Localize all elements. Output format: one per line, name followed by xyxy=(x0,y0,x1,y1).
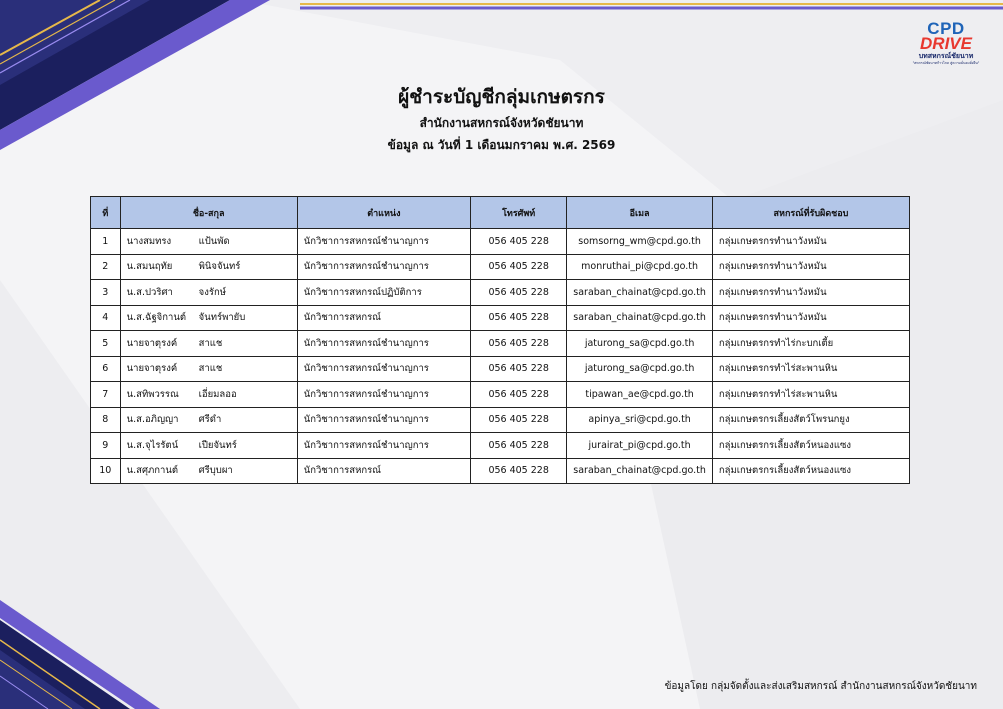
first-name: น.สศุภกานต์ xyxy=(126,465,178,477)
cell-phone: 056 405 228 xyxy=(471,254,567,280)
cell-email: apinya_sri@cpd.go.th xyxy=(567,407,713,433)
cell-position: นักวิชาการสหกรณ์ปฏิบัติการ xyxy=(297,280,470,306)
cell-no: 8 xyxy=(91,407,121,433)
cell-email: jaturong_sa@cpd.go.th xyxy=(567,331,713,357)
cell-no: 6 xyxy=(91,356,121,382)
cell-phone: 056 405 228 xyxy=(471,280,567,306)
table-row xyxy=(91,382,910,408)
header-no: ที่ xyxy=(91,197,121,229)
title-block xyxy=(0,84,1003,155)
cell-name xyxy=(120,229,297,255)
last-name: จันทร์พายับ xyxy=(198,312,246,324)
cell-group: กลุ่มเกษตรกรทำไร่กะบกเตี้ย xyxy=(712,331,909,357)
cell-group: กลุ่มเกษตรกรทำนาวังหมัน xyxy=(712,229,909,255)
table-row xyxy=(91,280,910,306)
cell-phone: 056 405 228 xyxy=(471,407,567,433)
cell-group: กลุ่มเกษตรกรทำไร่สะพานหิน xyxy=(712,356,909,382)
cell-no: 2 xyxy=(91,254,121,280)
last-name: จงรักษ์ xyxy=(198,286,226,298)
cell-name xyxy=(120,407,297,433)
cell-no: 7 xyxy=(91,382,121,408)
cell-email: somsorng_wm@cpd.go.th xyxy=(567,229,713,255)
cell-no: 9 xyxy=(91,433,121,459)
cell-group: กลุ่มเกษตรกรเลี้ยงสัตว์หนองแซง xyxy=(712,458,909,484)
table-row xyxy=(91,356,910,382)
table-header-row xyxy=(91,197,910,229)
cell-no: 4 xyxy=(91,305,121,331)
cell-phone: 056 405 228 xyxy=(471,331,567,357)
first-name: น.สมนฤทัย xyxy=(126,261,173,273)
cell-no: 3 xyxy=(91,280,121,306)
header-email: อีเมล xyxy=(567,197,713,229)
first-name: นางสมทรง xyxy=(126,235,172,247)
cell-email: tipawan_ae@cpd.go.th xyxy=(567,382,713,408)
liquidator-table xyxy=(90,196,910,484)
first-name: นายจาตุรงค์ xyxy=(126,337,178,349)
cell-position: นักวิชาการสหกรณ์ชำนาญการ xyxy=(297,382,470,408)
logo-line-2: DRIVE xyxy=(920,34,972,53)
table-row xyxy=(91,305,910,331)
cell-name xyxy=(120,254,297,280)
cell-group: กลุ่มเกษตรกรทำนาวังหมัน xyxy=(712,280,909,306)
cell-group: กลุ่มเกษตรกรเลี้ยงสัตว์โพรนกยูง xyxy=(712,407,909,433)
first-name: น.ส.ปวริศา xyxy=(126,286,173,298)
data-date: ข้อมูล ณ วันที่ 1 เดือนมกราคม พ.ศ. 2569 xyxy=(387,138,616,152)
cpd-drive-logo xyxy=(906,20,986,72)
table-body xyxy=(91,229,910,484)
logo-line-3: บทสหกรณ์ชัยนาท xyxy=(918,52,974,60)
cell-position: นักวิชาการสหกรณ์ xyxy=(297,458,470,484)
last-name: พินิจจันทร์ xyxy=(198,261,241,273)
first-name: น.ส.ฉัฐจิกานต์ xyxy=(126,312,187,324)
cell-phone: 056 405 228 xyxy=(471,356,567,382)
cell-email: saraban_chainat@cpd.go.th xyxy=(567,280,713,306)
first-name: น.ส.จุไรรัตน์ xyxy=(126,439,179,451)
cell-group: กลุ่มเกษตรกรทำนาวังหมัน xyxy=(712,254,909,280)
cell-email: jaturong_sa@cpd.go.th xyxy=(567,356,713,382)
table-row xyxy=(91,458,910,484)
table-row xyxy=(91,331,910,357)
last-name: สาแช xyxy=(198,363,223,375)
cell-position: นักวิชาการสหกรณ์ชำนาญการ xyxy=(297,254,470,280)
cell-name xyxy=(120,433,297,459)
cell-group: กลุ่มเกษตรกรทำนาวังหมัน xyxy=(712,305,909,331)
cell-group: กลุ่มเกษตรกรทำไร่สะพานหิน xyxy=(712,382,909,408)
cell-email: jurairat_pi@cpd.go.th xyxy=(567,433,713,459)
cell-position: นักวิชาการสหกรณ์ xyxy=(297,305,470,331)
last-name: สาแช xyxy=(198,337,223,349)
cell-phone: 056 405 228 xyxy=(471,382,567,408)
cell-email: saraban_chainat@cpd.go.th xyxy=(567,305,713,331)
first-name: นายจาตุรงค์ xyxy=(126,363,178,375)
page-subtitle: สำนักงานสหกรณ์จังหวัดชัยนาท xyxy=(419,116,584,130)
last-name: แป้นพัด xyxy=(198,235,230,247)
cell-name xyxy=(120,280,297,306)
cell-phone: 056 405 228 xyxy=(471,433,567,459)
cell-group: กลุ่มเกษตรกรเลี้ยงสัตว์หนองแซง xyxy=(712,433,909,459)
table-row xyxy=(91,407,910,433)
table-row xyxy=(91,254,910,280)
cell-phone: 056 405 228 xyxy=(471,229,567,255)
first-name: น.ส.อภิญญา xyxy=(126,414,179,426)
footer-credit: ข้อมูลโดย กลุ่มจัดตั้งและส่งเสริมสหกรณ์ สำนักงานสหกรณ์จังหวัดชัยนาท xyxy=(664,681,977,692)
cell-position: นักวิชาการสหกรณ์ชำนาญการ xyxy=(297,433,470,459)
header-phone: โทรศัพท์ xyxy=(471,197,567,229)
page-title: ผู้ชำระบัญชีกลุ่มเกษตรกร xyxy=(398,86,605,108)
table-row xyxy=(91,229,910,255)
cell-name xyxy=(120,382,297,408)
header-position: ตำแหน่ง xyxy=(297,197,470,229)
cell-position: นักวิชาการสหกรณ์ชำนาญการ xyxy=(297,331,470,357)
cell-phone: 056 405 228 xyxy=(471,305,567,331)
cell-email: saraban_chainat@cpd.go.th xyxy=(567,458,713,484)
logo-line-4: "สหกรณ์ชัยนาทก้าวไกล สู่ความมั่นคงยั่งยืน" xyxy=(912,61,980,65)
cell-no: 10 xyxy=(91,458,121,484)
cell-position: นักวิชาการสหกรณ์ชำนาญการ xyxy=(297,407,470,433)
cell-phone: 056 405 228 xyxy=(471,458,567,484)
cell-name xyxy=(120,356,297,382)
cell-name xyxy=(120,305,297,331)
cell-name xyxy=(120,331,297,357)
last-name: เอี่ยมลออ xyxy=(198,388,237,400)
first-name: น.สทิพวรรณ xyxy=(126,388,179,400)
cell-name xyxy=(120,458,297,484)
last-name: ศรีดำ xyxy=(198,414,222,426)
cell-no: 5 xyxy=(91,331,121,357)
header-name: ชื่อ-สกุล xyxy=(120,197,297,229)
cell-position: นักวิชาการสหกรณ์ชำนาญการ xyxy=(297,356,470,382)
table-row xyxy=(91,433,910,459)
header-group: สหกรณ์ที่รับผิดชอบ xyxy=(712,197,909,229)
cell-no: 1 xyxy=(91,229,121,255)
cell-position: นักวิชาการสหกรณ์ชำนาญการ xyxy=(297,229,470,255)
cell-email: monruthai_pi@cpd.go.th xyxy=(567,254,713,280)
last-name: เปียจันทร์ xyxy=(198,439,237,451)
logo-line-1: CPD xyxy=(927,19,965,38)
last-name: ศรีบุบผา xyxy=(198,465,233,477)
